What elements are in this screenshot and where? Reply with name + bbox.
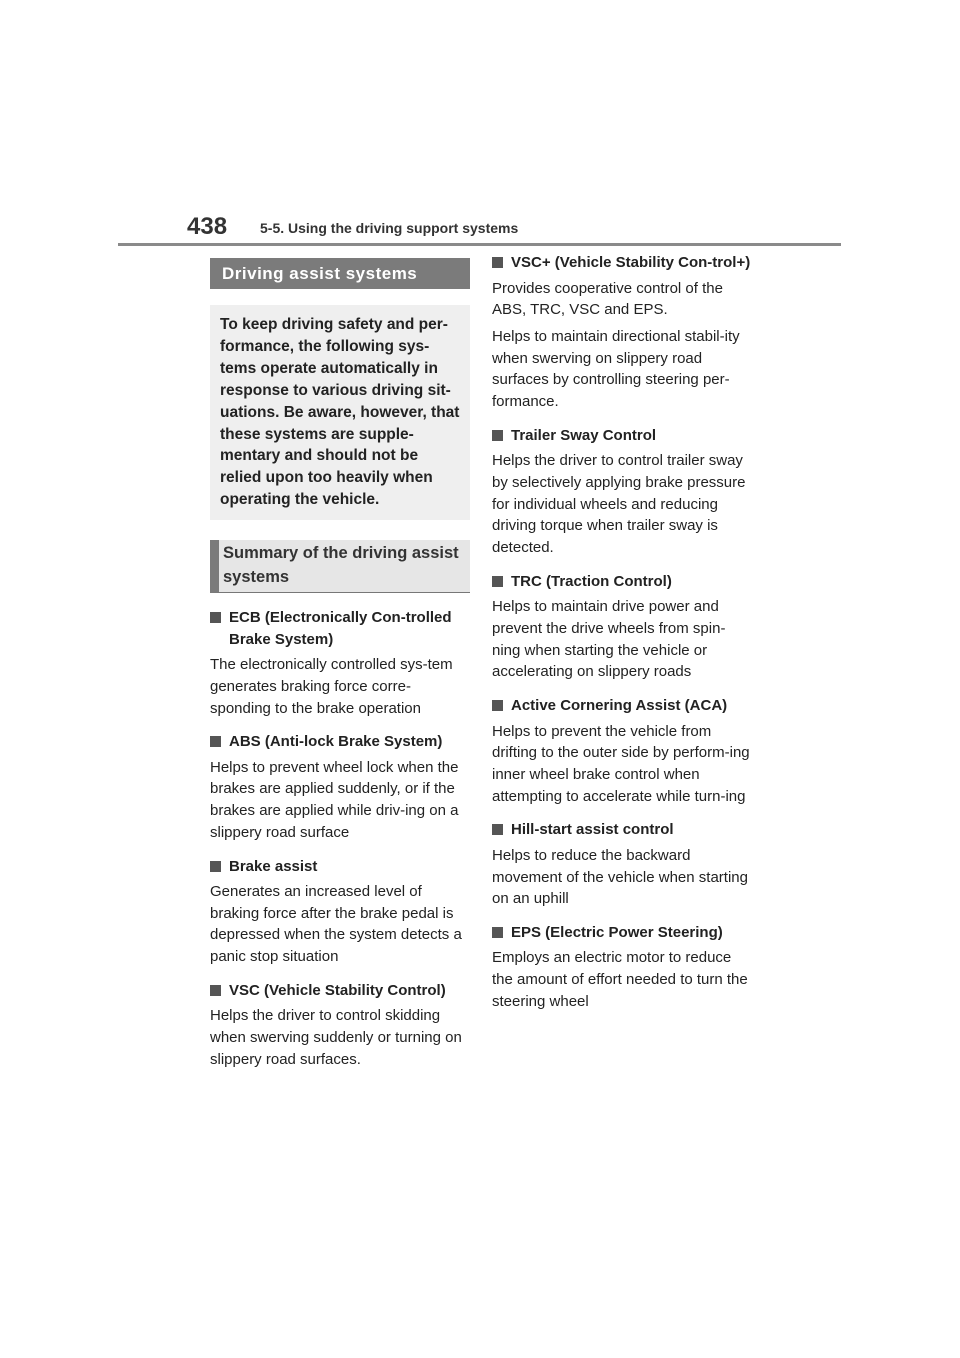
square-bullet-icon xyxy=(210,736,221,747)
item-heading xyxy=(210,856,470,878)
item-heading xyxy=(210,731,470,753)
item-heading xyxy=(210,980,470,1002)
item-heading xyxy=(210,607,470,650)
item-heading xyxy=(492,819,752,841)
square-bullet-icon xyxy=(210,985,221,996)
square-bullet-icon xyxy=(492,430,503,441)
item-title: Brake assist xyxy=(229,857,318,875)
list-item xyxy=(210,607,470,719)
item-title: Active Cornering Assist (ACA) xyxy=(511,697,728,715)
item-heading xyxy=(492,571,752,593)
item-body: Helps to prevent the vehicle from drifting to the outer side by perform-ing inner wheel brake control when attempting to accelerate while turn-ing xyxy=(492,722,750,805)
item-body: Generates an increased level of braking force after the brake pedal is depressed when the system detects a panic stop situation xyxy=(210,883,462,966)
page-number: 438 xyxy=(187,213,228,240)
list-item xyxy=(210,731,470,843)
square-bullet-icon xyxy=(492,824,503,835)
header-rule xyxy=(118,243,841,246)
square-bullet-icon xyxy=(492,700,503,711)
square-bullet-icon xyxy=(492,576,503,587)
item-body: The electronically controlled sys-tem generates braking force corre-sponding to the brake operation xyxy=(210,656,453,717)
item-title: Trailer Sway Control xyxy=(511,426,657,444)
item-heading xyxy=(492,425,752,447)
item-heading xyxy=(492,922,752,944)
square-bullet-icon xyxy=(210,612,221,623)
section-band: Driving assist systems xyxy=(210,258,470,289)
section-title: 5-5. Using the driving support systems xyxy=(260,220,519,236)
item-body: Helps to maintain directional stabil-ity when swerving on slippery road surfaces by controlling steering per-formance. xyxy=(492,327,740,411)
left-column xyxy=(210,258,470,1071)
item-body: Helps the driver to control trailer sway by selectively applying brake pressure for individual wheels and reducing driving torque when trailer sway is detected. xyxy=(492,452,746,557)
right-column xyxy=(492,252,752,1013)
item-title: VSC (Vehicle Stability Control) xyxy=(229,981,446,999)
item-body: Helps to prevent wheel lock when the brakes are applied suddenly, or if the brakes are applied while driv-ing on a slippery road surface xyxy=(210,758,459,841)
list-item xyxy=(492,571,752,683)
square-bullet-icon xyxy=(210,861,221,872)
summary-heading: Summary of the driving assist systems xyxy=(210,540,470,593)
list-item xyxy=(210,980,470,1071)
item-title: VSC+ (Vehicle Stability Con-trol+) xyxy=(511,254,751,271)
list-item xyxy=(492,695,752,807)
item-body: Provides cooperative control of the ABS, TRC, VSC and EPS. xyxy=(492,279,723,319)
list-item xyxy=(492,252,752,413)
item-title: Hill-start assist control xyxy=(511,821,674,839)
item-title: EPS (Electric Power Steering) xyxy=(511,923,723,941)
item-heading xyxy=(492,695,752,717)
item-body: Helps to reduce the backward movement of the vehicle when starting on an uphill xyxy=(492,846,748,908)
item-body: Helps to maintain drive power and prevent the drive wheels from spin-ning when starting the vehicle or accelerating on slippery roads xyxy=(492,598,726,681)
item-title: ABS (Anti-lock Brake System) xyxy=(229,733,443,751)
item-body: Employs an electric motor to reduce the amount of effort needed to turn the steering wheel xyxy=(492,949,748,1010)
list-item xyxy=(492,425,752,559)
list-item xyxy=(492,819,752,910)
item-title: ECB (Electronically Con-trolled Brake System) xyxy=(229,609,452,648)
list-item xyxy=(492,922,752,1013)
intro-box: To keep driving safety and per-formance, the following sys-tems operate automatically in response to various driving sit-uations. Be aware, however, that these systems are supple-mentary and should not be relied upon too heavily when operating the vehicle. xyxy=(210,305,470,520)
item-body: Helps the driver to control skidding when swerving suddenly or turning on slippery road surfaces. xyxy=(210,1007,462,1068)
square-bullet-icon xyxy=(492,927,503,938)
item-heading xyxy=(492,252,752,274)
list-item xyxy=(210,856,470,968)
item-title: TRC (Traction Control) xyxy=(511,572,672,590)
square-bullet-icon xyxy=(492,257,503,268)
